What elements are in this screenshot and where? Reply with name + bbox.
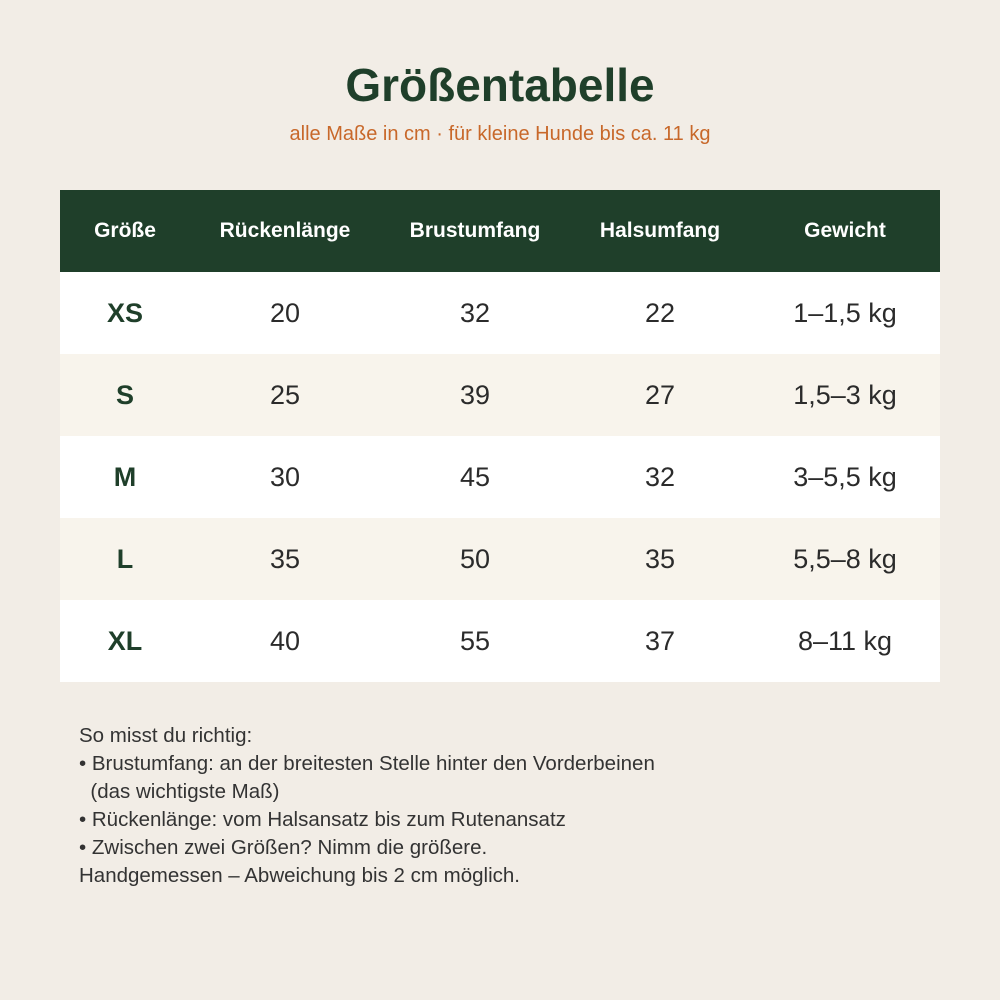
notes-heading: So misst du richtig:	[79, 724, 253, 747]
page-title: Größentabelle	[345, 59, 655, 111]
size-table	[60, 190, 940, 682]
neck-cell: 32	[570, 436, 750, 518]
back-length-cell: 40	[190, 600, 380, 682]
table-header-row	[60, 190, 940, 272]
table-row	[60, 518, 940, 600]
note-line-chest: • Brustumfang: an der breitesten Stelle hinter den Vorderbeinen	[79, 752, 655, 775]
neck-cell: 35	[570, 518, 750, 600]
column-header-chest: Brustumfang	[380, 190, 570, 272]
table-row	[60, 600, 940, 682]
table-row	[60, 354, 940, 436]
chest-cell: 55	[380, 600, 570, 682]
size-cell: S	[60, 354, 190, 436]
chest-cell: 32	[380, 272, 570, 354]
chest-cell: 50	[380, 518, 570, 600]
weight-cell: 5,5–8 kg	[750, 518, 940, 600]
back-length-cell: 30	[190, 436, 380, 518]
chest-cell: 39	[380, 354, 570, 436]
size-cell: L	[60, 518, 190, 600]
size-cell: XS	[60, 272, 190, 354]
notes-footer: Handgemessen – Abweichung bis 2 cm möglich.	[79, 864, 520, 887]
table-row	[60, 436, 940, 518]
neck-cell: 37	[570, 600, 750, 682]
page-subtitle: alle Maße in cm · für kleine Hunde bis ca. 11 kg	[289, 123, 711, 145]
back-length-cell: 35	[190, 518, 380, 600]
measuring-notes	[79, 722, 939, 890]
note-line-chest-detail: (das wichtigste Maß)	[79, 780, 280, 803]
back-length-cell: 25	[190, 354, 380, 436]
chest-cell: 45	[380, 436, 570, 518]
weight-cell: 8–11 kg	[750, 600, 940, 682]
column-header-weight: Gewicht	[750, 190, 940, 272]
weight-cell: 1,5–3 kg	[750, 354, 940, 436]
size-cell: M	[60, 436, 190, 518]
neck-cell: 22	[570, 272, 750, 354]
weight-cell: 1–1,5 kg	[750, 272, 940, 354]
note-line-between-sizes: • Zwischen zwei Größen? Nimm die größere.	[79, 836, 488, 859]
neck-cell: 27	[570, 354, 750, 436]
note-line-back-length: • Rückenlänge: vom Halsansatz bis zum Rutenansatz	[79, 808, 566, 831]
back-length-cell: 20	[190, 272, 380, 354]
column-header-back-length: Rückenlänge	[190, 190, 380, 272]
column-header-size: Größe	[60, 190, 190, 272]
weight-cell: 3–5,5 kg	[750, 436, 940, 518]
column-header-neck: Halsumfang	[570, 190, 750, 272]
table-row	[60, 272, 940, 354]
size-cell: XL	[60, 600, 190, 682]
